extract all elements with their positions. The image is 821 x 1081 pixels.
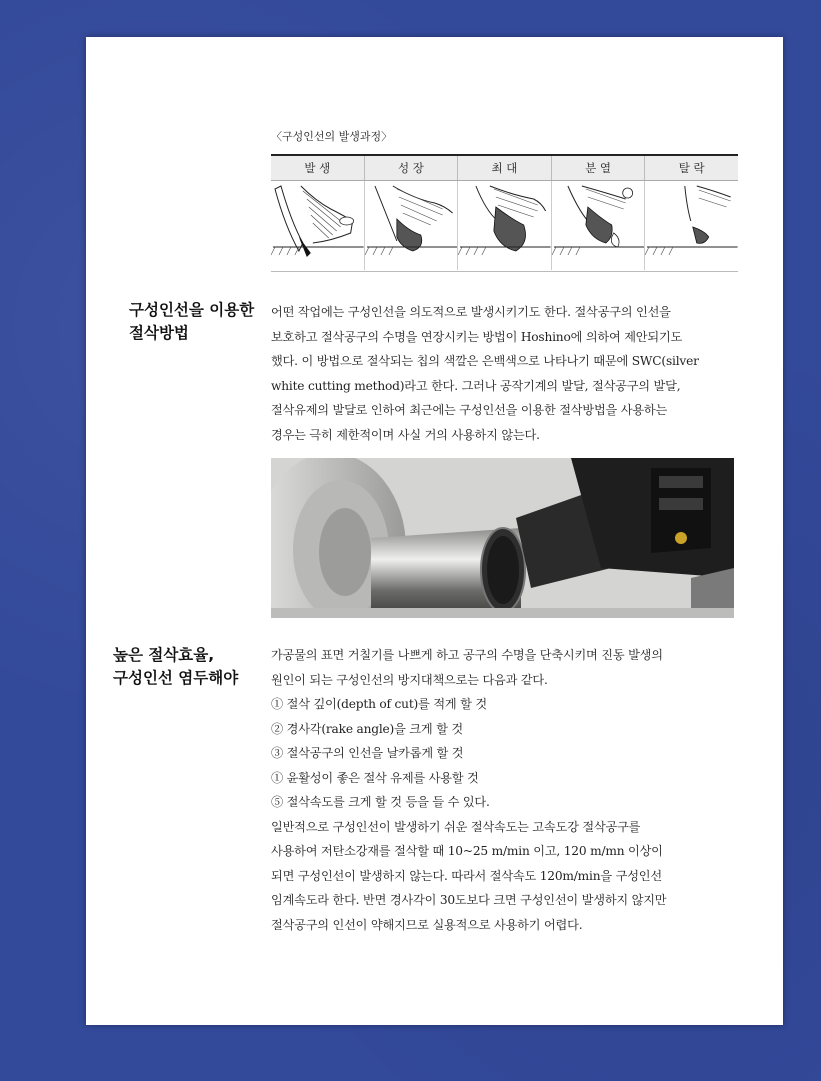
heading-line: 절삭방법 [129, 324, 189, 342]
section-heading-efficiency [113, 644, 238, 690]
stage-diagram-maximum [458, 181, 552, 270]
body-line: 사용하여 저탄소강재를 절삭할 때 10~25 m/min 이고, 120 m/mn 이상이 [271, 844, 663, 858]
section-heading-swc [129, 299, 254, 345]
figure-caption: 〈구성인선의 발생과정〉 [271, 130, 393, 143]
body-line: 원인이 되는 구성인선의 방지대책으로는 다음과 같다. [271, 672, 548, 687]
body-line: 일반적으로 구성인선이 발생하기 쉬운 절삭속도는 고속도강 절삭공구를 [271, 819, 641, 834]
stage-label-split: 분 열 [552, 156, 646, 180]
stage-label-maximum: 최 대 [458, 156, 552, 180]
section-body-swc [271, 300, 741, 447]
article-page [86, 37, 783, 1025]
body-line: 임계속도라 한다. 반면 경사각이 30도보다 크면 구성인선이 발생하지 않지만 [271, 893, 667, 907]
list-item: ⑤ 절삭속도를 크게 할 것 등을 들 수 있다. [271, 795, 490, 809]
stage-label-occurrence: 발 생 [271, 156, 365, 180]
bue-stages-figure [271, 154, 738, 272]
body-line: 절삭유제의 발달로 인하여 최근에는 구성인선을 이용한 절삭방법을 사용하는 [271, 403, 668, 417]
body-line: 절삭공구의 인선이 약해지므로 실용적으로 사용하기 어렵다. [271, 917, 583, 932]
stage-diagram-detach [645, 181, 738, 270]
list-item: ① 윤활성이 좋은 절삭 유제를 사용할 것 [271, 770, 479, 785]
stage-diagram-split [552, 181, 646, 270]
heading-line: 구성인선을 이용한 [129, 301, 255, 319]
body-line: 했다. 이 방법으로 절삭되는 칩의 색깔은 은백색으로 나타나기 때문에 SWC(silver [271, 354, 699, 368]
stage-diagram-growth [365, 181, 459, 270]
lathe-machining-photo [271, 458, 734, 618]
body-line: 가공물의 표면 거칠기를 나쁘게 하고 공구의 수명을 단축시키며 진동 발생의 [271, 648, 663, 662]
body-line: 보호하고 절삭공구의 수명을 연장시키는 방법이 Hoshino에 의하여 제안되기도 [271, 329, 683, 344]
list-item: ① 절삭 깊이(depth of cut)를 적게 할 것 [271, 697, 487, 711]
stage-label-growth: 성 장 [365, 156, 459, 180]
heading-line: 구성인선 염두해야 [113, 669, 239, 687]
body-line: 되면 구성인선이 발생하지 않는다. 따라서 절삭속도 120m/min을 구성인선 [271, 868, 662, 883]
body-line: 어떤 작업에는 구성인선을 의도적으로 발생시키기도 한다. 절삭공구의 인선을 [271, 305, 671, 319]
section-body-efficiency [271, 643, 741, 937]
heading-line: 높은 절삭효율, [113, 646, 215, 664]
stage-diagram-occurrence [271, 181, 365, 270]
stage-header-row [271, 156, 738, 181]
list-item: ③ 절삭공구의 인선을 날카롭게 할 것 [271, 746, 464, 760]
list-item: ② 경사각(rake angle)을 크게 할 것 [271, 721, 463, 736]
body-line: white cutting method)라고 한다. 그러나 공작기계의 발달, 절삭공구의 발달, [271, 378, 681, 393]
stage-label-detach: 탈 락 [678, 161, 705, 175]
body-line: 경우는 극히 제한적이며 사실 거의 사용하지 않는다. [271, 427, 540, 442]
